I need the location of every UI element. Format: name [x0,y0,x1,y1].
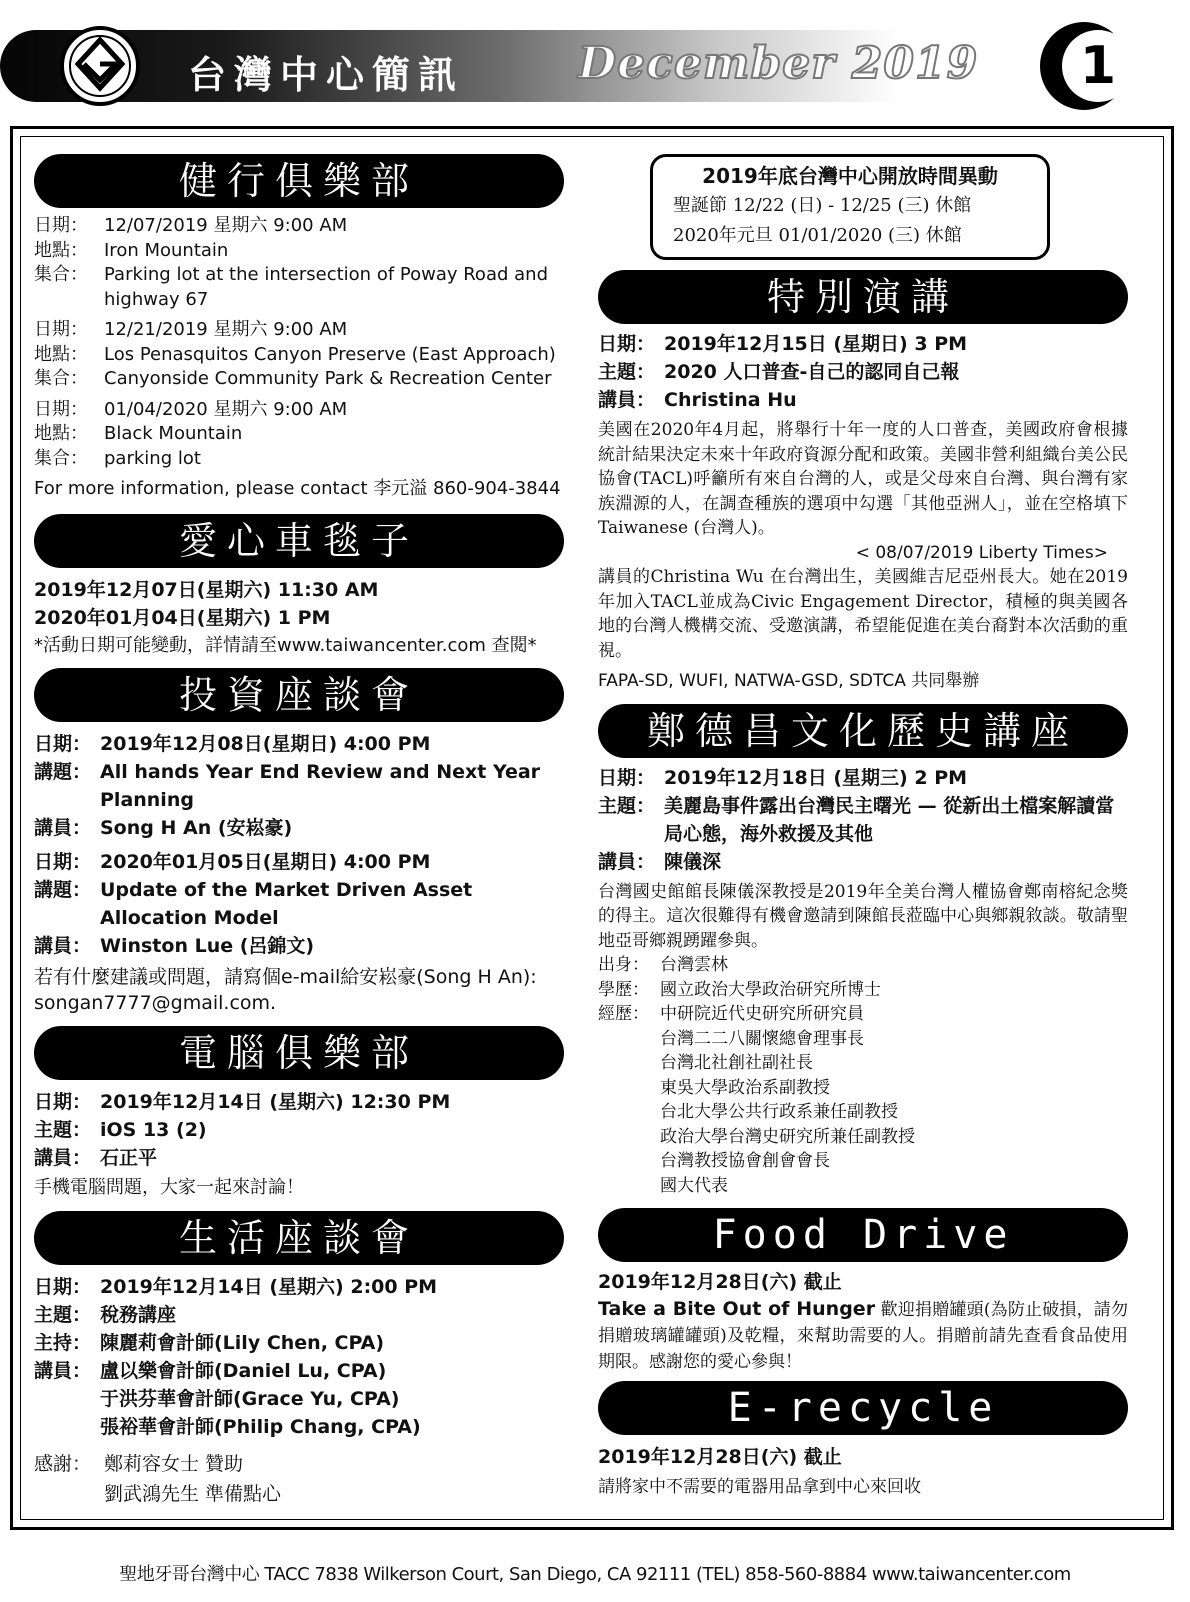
meet-label: 集合： [34,368,88,389]
host-label: 主持： [34,1331,92,1354]
computer-note: 手機電腦問題，大家一起來討論！ [34,1177,304,1198]
erecycle-banner: E-recycle [598,1381,1128,1435]
trip-meet: Canyonside Community Park & Recreation Center [104,368,552,389]
food-drive-body: 歡迎捐贈罐頭(為防止破損，請勿捐贈玻璃罐罐頭)及乾糧，來幫助需要的人。捐贈前請先查看食品使用期限。感謝您的愛心參與！ [598,1300,1129,1372]
invest-date-2: 2020年01月05日(星期日) 4:00 PM [100,851,431,873]
date-label: 日期： [34,1275,92,1298]
experience-item: 國大代表 [660,1175,728,1196]
cheng-talk-banner: 鄭德昌文化歷史講座 [598,704,1128,758]
meet-label: 集合： [34,447,88,469]
life-thanks: 劉武鴻先生 準備點心 [104,1482,282,1505]
life-speaker: 張裕華會計師(Philip Chang, CPA) [100,1415,421,1438]
cheng-talk-experience-list [660,1002,1128,1198]
food-drive-lead: Take a Bite Out of Hunger [598,1298,876,1320]
erecycle-date: 2019年12月28日(六) 截止 [598,1446,842,1468]
special-talk-date: 2019年12月15日 (星期日) 3 PM [664,333,968,355]
blanket-date-2: 2020年01月04日(星期六) 1 PM [34,606,331,629]
date-label: 日期： [34,733,92,755]
hours-notice-line: 聖誕節 12/22 (日) - 12/25 (三) 休館 [673,195,972,216]
right-column [598,154,1128,1500]
computer-speaker: 石正平 [100,1147,158,1169]
food-drive-date: 2019年12月28日(六) 截止 [598,1271,842,1293]
cheng-talk-date: 2019年12月18日 (星期三) 2 PM [664,766,968,789]
special-talk-source: < 08/07/2019 Liberty Times> [855,542,1108,563]
life-speaker: 于洪芬華會計師(Grace Yu, CPA) [100,1387,400,1410]
trip-place: Black Mountain [104,423,243,444]
special-talk-banner: 特別演講 [598,270,1128,324]
date-label: 日期： [34,398,88,420]
speaker-label: 講員： [598,850,656,873]
trip-place: Iron Mountain [104,239,229,261]
page-number: 1 [1062,30,1134,102]
cheng-talk-topic: 美麗島事件露出台灣民主曙光 — 從新出土檔案解讀當局心態，海外救援及其他 [664,794,1115,845]
invest-note: 若有什麼建議或問題，請寫個e-mail給安崧豪(Song H An): songan7777@gmail.com. [34,966,537,1014]
topic-label: 講題： [34,761,92,783]
invest-topic-2: Update of the Market Driven Asset Allocation Model [100,879,473,929]
hiking-trip [34,318,564,392]
speaker-label: 講員： [34,1147,92,1169]
computer-topic: iOS 13 (2) [100,1119,207,1141]
cheng-talk-origin: 台灣雲林 [660,955,728,975]
speaker-label: 講員： [34,817,92,839]
place-label: 地點： [34,423,88,444]
trip-date: 12/21/2019 星期六 9:00 AM [104,319,348,340]
left-column [34,154,564,1509]
thanks-label: 感謝： [34,1452,92,1475]
taiwan-center-logo-icon [60,26,140,106]
computer-date: 2019年12月14日 (星期六) 12:30 PM [100,1091,451,1113]
life-host: 陳麗莉會計師(Lily Chen, CPA) [100,1331,385,1354]
date-label: 日期： [34,851,92,873]
speaker-label: 講員： [34,1359,92,1382]
food-drive-text [598,1296,1128,1375]
cheng-talk-paragraph: 台灣國史館館長陳儀深教授是2019年全美台灣人權協會鄭南榕紀念獎的得主。這次很難得有機會邀請到陳館長蒞臨中心與鄉親敘談。敬請聖地亞哥鄉親踴躍參與。 [598,881,1128,951]
invest-speaker-2: Winston Lue (呂錦文) [100,935,315,957]
computer-banner: 電腦俱樂部 [34,1026,564,1080]
topic-label: 主題： [598,361,656,383]
place-label: 地點： [34,239,88,261]
invest-speaker-1: Song H An (安崧豪) [100,817,293,839]
food-drive-banner: Food Drive [598,1208,1128,1262]
hours-notice-title: 2019年底台灣中心開放時間異動 [702,164,998,188]
experience-label: 經歷： [598,1004,649,1024]
place-label: 地點： [34,343,88,365]
hiking-banner: 健行俱樂部 [34,154,564,208]
cheng-talk-speaker: 陳儀深 [664,850,722,873]
experience-item: 中研院近代史研究所研究員 [660,1004,864,1024]
blanket-note: *活動日期可能變動，詳情請至www.taiwancenter.com 查閱* [34,634,537,656]
topic-label: 主題： [34,1119,92,1141]
trip-date: 12/07/2019 星期六 9:00 AM [104,215,348,236]
special-talk-paragraph: 講員的Christina Wu 在台灣出生，美國維吉尼亞州長大。她在2019年加入TACL並成為Civic Engagement Director，積極的與美國各地的台灣人機構交流、受邀演講，希望能促進在美台裔對本次活動的重視。 [598,567,1128,661]
life-speaker: 盧以樂會計師(Daniel Lu, CPA) [100,1359,387,1382]
trip-date: 01/04/2020 星期六 9:00 AM [104,398,348,420]
date-label: 日期： [34,319,88,340]
newsletter-month: December 2019 [578,38,979,89]
erecycle-text: 請將家中不需要的電器用品拿到中心來回收 [598,1477,921,1497]
hours-notice [650,154,1050,260]
life-topic: 稅務講座 [100,1303,177,1326]
topic-label: 講題： [34,879,92,901]
hiking-trip [34,214,564,312]
newsletter-title: 台灣中心簡訊 [188,53,465,97]
invest-topic-1: All hands Year End Review and Next Year Planning [100,761,541,811]
special-talk-sponsors: FAPA-SD, WUFI, NATWA-GSD, SDTCA 共同舉辦 [598,671,980,691]
date-label: 日期： [34,1091,92,1113]
special-talk-speaker: Christina Hu [664,389,797,411]
life-banner: 生活座談會 [34,1211,564,1265]
hiking-trip [34,398,564,472]
experience-item: 台灣二二八關懷總會理事長 [660,1028,864,1049]
invest-date-1: 2019年12月08日(星期日) 4:00 PM [100,733,431,755]
experience-item: 台灣教授協會創會會長 [660,1151,830,1171]
trip-place: Los Penasquitos Canyon Preserve (East Approach) [104,343,556,365]
speaker-label: 講員： [598,389,656,411]
trip-meet: parking lot [104,447,201,469]
blanket-date-1: 2019年12月07日(星期六) 11:30 AM [34,578,379,601]
page-header [0,22,1190,108]
invest-banner: 投資座談會 [34,668,564,722]
topic-label: 主題： [598,794,656,817]
hiking-contact: For more information, please contact 李元溢 860-904-3844 [34,478,561,499]
special-talk-topic: 2020 人口普查-自己的認同自己報 [664,361,960,383]
hours-notice-line: 2020年元旦 01/01/2020 (三) 休館 [673,225,962,246]
date-label: 日期： [598,766,656,789]
page-footer: 聖地牙哥台灣中心 TACC 7838 Wilkerson Court, San Diego, CA 92111 (TEL) 858-560-8884 www.taiwancenter.com [119,1564,1071,1585]
date-label: 日期： [34,215,88,236]
speaker-label: 講員： [34,935,92,957]
cheng-talk-education: 國立政治大學政治研究所博士 [660,979,881,1000]
life-thanks: 鄭莉容女士 贊助 [104,1452,244,1475]
experience-item: 台灣北社創社副社長 [660,1053,813,1073]
life-date: 2019年12月14日 (星期六) 2:00 PM [100,1275,438,1298]
blanket-banner: 愛心車毯子 [34,514,564,568]
education-label: 學歷： [598,979,649,1000]
origin-label: 出身： [598,955,649,975]
special-talk-paragraph: 美國在2020年4月起，將舉行十年一度的人口普查，美國政府會根據統計結果決定未來十年政府資源分配和政策。美國非營利組織台美公民協會(TACL)呼籲所有來自台灣的人，或是父母來自台灣、與台灣有家族淵源的人，在調查種族的選項中勾選「其他亞洲人」，並在空格填下Taiwanese (台灣人)。 [598,420,1128,538]
experience-item: 台北大學公共行政系兼任副教授 [660,1102,898,1122]
date-label: 日期： [598,333,656,355]
meet-label: 集合： [34,264,88,285]
trip-meet: Parking lot at the intersection of Poway Road and highway 67 [104,264,548,310]
experience-item: 政治大學台灣史研究所兼任副教授 [660,1126,915,1147]
experience-item: 東吳大學政治系副教授 [660,1077,830,1098]
topic-label: 主題： [34,1303,92,1326]
